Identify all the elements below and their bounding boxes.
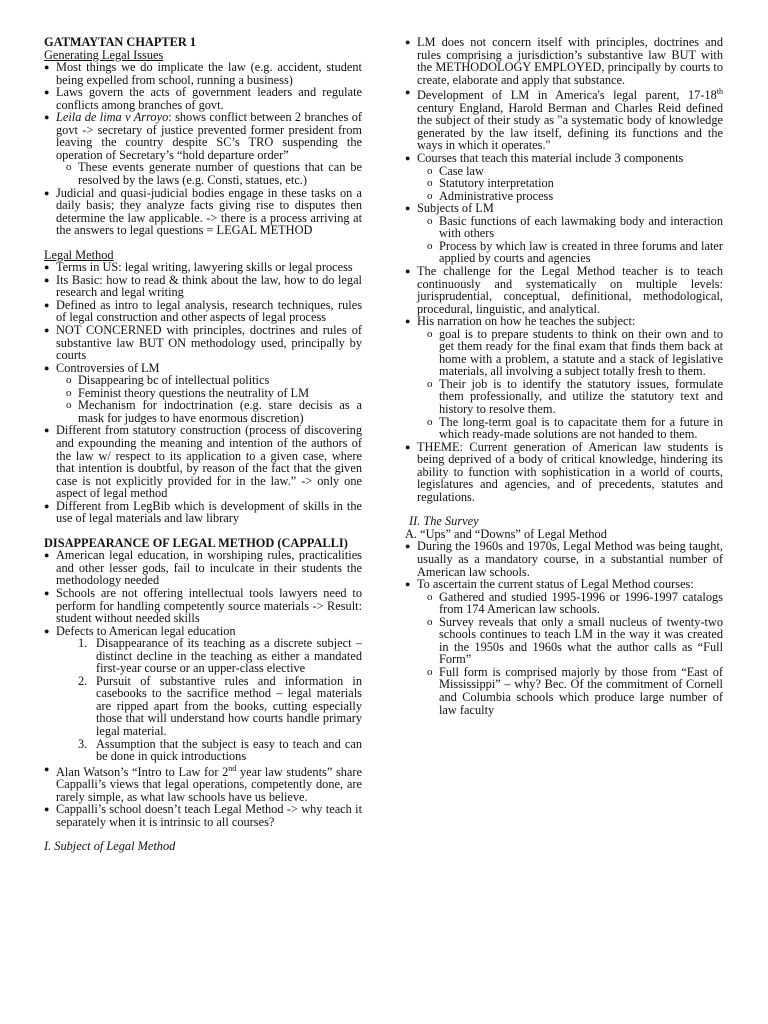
list-item: ● Cappalli’s school doesn’t teach Legal Method -> why teach it separately when it is intrinsic to all courses? [44, 803, 362, 828]
list-item [405, 202, 723, 265]
sub-list [427, 591, 723, 716]
sub-list [427, 328, 723, 441]
numbered-item [68, 675, 362, 738]
survey-list [405, 540, 723, 716]
sub-list [66, 374, 362, 424]
sub-list-item: o Mechanism for indoctrination (e.g. stare decisis as a mask for judges to have enormous discretion) [66, 399, 362, 424]
list-item: ● During the 1960s and 1970s, Legal Method was being taught, usually as a mandatory course, in a substantial number of American law schools. [405, 540, 723, 578]
sub-list-item: o Their job is to identify the statutory issues, formulate them professionally, and utilize the statutory text and history to resolve them. [427, 378, 723, 416]
sub-list [427, 215, 723, 265]
list-item [405, 86, 723, 152]
watson-text-b: year law students” share Cappalli’s views that legal operations, competently done, are rarely simple, as what law schools have us believe. [56, 764, 363, 804]
disappearance-list [44, 549, 362, 828]
item-number: 3. [78, 736, 88, 751]
sub-list-item: o goal is to prepare students to think on their own and to get them ready for the final exam that finds them back at home with a problem, a statute and a stack of legislative materials, all involving a subject totally fresh to them. [427, 328, 723, 378]
superscript: th [716, 87, 723, 97]
sub-list-item: o Process by which law is created in three forums and later applied by courts and agencies [427, 240, 723, 265]
list-item: ● Schools are not offering intellectual tools lawyers need to perform for handling competently source materials -> Result: student without needed skills [44, 587, 362, 625]
list-item: ● Laws govern the acts of government leaders and regulate conflicts among branches of govt. [44, 86, 362, 111]
list-item: ● American legal education, in worshiping rules, practicalities and other lesser gods, fail to inculcate in their students the methodology needed [44, 549, 362, 587]
case-name: Leila de lima v Arroyo [56, 110, 169, 125]
item-text: Pursuit of substantive rules and information in casebooks to the sacrifice method – legal materials are ripped apart from the books, cutting especially those that will understand how courts handle primary legal material. [96, 673, 362, 738]
item-number: 1. [78, 636, 88, 651]
list-item: ● Different from LegBib which is development of skills in the use of legal materials and law library [44, 500, 362, 525]
defects-numbered-list [68, 637, 362, 762]
list-item [44, 763, 362, 804]
development-text-b: century England, Harold Berman and Charles Reid defined the subject of their study as "a systematic body of knowledge generated by the law itself, defining its functions and the ways in which it operates." [417, 100, 723, 153]
sub-list [66, 161, 362, 186]
section-heading-survey: II. The Survey [409, 514, 479, 529]
list-item [44, 362, 362, 425]
list-item: ● Terms in US: legal writing, lawyering skills or legal process [44, 261, 362, 274]
sub-list-item: o Administrative process [427, 190, 723, 203]
list-item: ● Most things we do implicate the law (e.g. accident, student being expelled from school, running a business) [44, 61, 362, 86]
list-item: ● NOT CONCERNED with principles, doctrines and rules of substantive law BUT ON methodology used, principally by courts [44, 324, 362, 362]
generating-issues-list [44, 61, 362, 237]
superscript: nd [228, 763, 237, 773]
list-item: ● LM does not concern itself with principles, doctrines and rules comprising a jurisdiction’s substantive law BUT with the METHODOLOGY EMPLOYED, principally by courts to create, elaborate and apply that substance. [405, 36, 723, 86]
numbered-item [68, 738, 362, 763]
watson-text-a: Alan Watson’s “Intro to Law for 2 [56, 764, 229, 779]
chapter-title: GATMAYTAN CHAPTER 1 [44, 35, 197, 49]
list-item: ● THEME: Current generation of American law students is being deprived of a body of critical knowledge, hindering its ability to function with sophistication in a world of courts, legislatures and agencies, and of precedents, statutes and regulations. [405, 441, 723, 504]
sub-list-item: o Basic functions of each lawmaking body and interaction with others [427, 215, 723, 240]
section-heading-subject-of-legal-method: I. Subject of Legal Method [44, 839, 176, 854]
left-column [44, 36, 362, 853]
right-list-top [405, 36, 723, 503]
legal-method-list [44, 261, 362, 524]
sub-list-item: o The long-term goal is to capacitate them for a future in which ready-made solutions are not handed to them. [427, 416, 723, 441]
sub-list-item: o Full form is comprised majorly by those from “East of Mississippi” – why? Bec. Of the commitment of Cornell and Columbia schools which produce large number of law faculty [427, 666, 723, 716]
sub-list [427, 165, 723, 203]
list-item-text: Subjects of LM [417, 201, 494, 216]
list-item [405, 578, 723, 716]
list-item-text: His narration on how he teaches the subject: [417, 314, 636, 329]
item-text: Disappearance of its teaching as a discrete subject – distinct decline in the teaching as either a mandated first-year course or an upper-class elective [96, 636, 362, 676]
list-item [44, 625, 362, 763]
list-item-text: Defects to American legal education [56, 623, 236, 638]
numbered-item [68, 637, 362, 675]
sub-list-item: o These events generate number of questions that can be resolved by the laws (e.g. Consti, statues, etc.) [66, 161, 362, 186]
list-item: ● Judicial and quasi-judicial bodies engage in these tasks on a daily basis; they analyze facts giving rise to disputes then determine the law applicable. -> there is a process arriving at the answers to legal questions = LEGAL METHOD [44, 187, 362, 237]
list-item: ● Defined as intro to legal analysis, research techniques, rules of legal construction and other aspects of legal process [44, 299, 362, 324]
sub-list-item: o Case law [427, 165, 723, 178]
survey-sub-heading: A. “Ups” and “Downs” of Legal Method [405, 526, 607, 541]
section-heading-legal-method: Legal Method [44, 247, 114, 262]
list-item-text: Courses that teach this material include 3 components [417, 151, 684, 166]
sub-list-item: o Feminist theory questions the neutrality of LM [66, 387, 362, 400]
list-item: ● Different from statutory construction (process of discovering and expounding the meaning and intention of the authors of the law w/ respect to its application to a given case, where that intention is doubtful, by reason of the fact that the given case is not explicitly provided for in the law.” -> only one aspect of legal method [44, 424, 362, 499]
development-text-a: Development of LM in America's legal parent, 17-18 [417, 88, 717, 103]
item-number: 2. [78, 673, 88, 688]
list-item: ● The challenge for the Legal Method teacher is to teach continuously and systematically on multiple levels: jurisprudential, conceptual, definitional, methodological, procedural, linguistic, and analytical. [405, 265, 723, 315]
case-description: : shows conflict between 2 branches of govt -> secretary of justice prevented former president from leaving the country despite SC’s TRO suspending the operation of Secretary’s “hold departure order” [56, 110, 362, 162]
list-item [405, 152, 723, 202]
sub-list-item: o Disappearing bc of intellectual politics [66, 374, 362, 387]
sub-list-item: o Survey reveals that only a small nucleus of twenty-two schools continues to teach LM in the way it was created in the 1950s and 1960s what the author calls as “Full Form” [427, 616, 723, 666]
list-item-text: To ascertain the current status of Legal Method courses: [417, 577, 694, 592]
section-heading-generating-legal-issues: Generating Legal Issues [44, 47, 164, 62]
list-item [405, 315, 723, 440]
list-item-text: Controversies of LM [56, 360, 160, 375]
right-column [405, 36, 723, 716]
list-item [44, 111, 362, 186]
item-text: Assumption that the subject is easy to teach and can be done in quick introductions [96, 736, 362, 764]
sub-list-item: o Statutory interpretation [427, 177, 723, 190]
list-item: ● Its Basic: how to read & think about the law, how to do legal research and legal writing [44, 274, 362, 299]
sub-list-item: o Gathered and studied 1995-1996 or 1996-1997 catalogs from 174 American law schools. [427, 591, 723, 616]
section-heading-disappearance: DISAPPEARANCE OF LEGAL METHOD (CAPPALLI) [44, 535, 348, 550]
